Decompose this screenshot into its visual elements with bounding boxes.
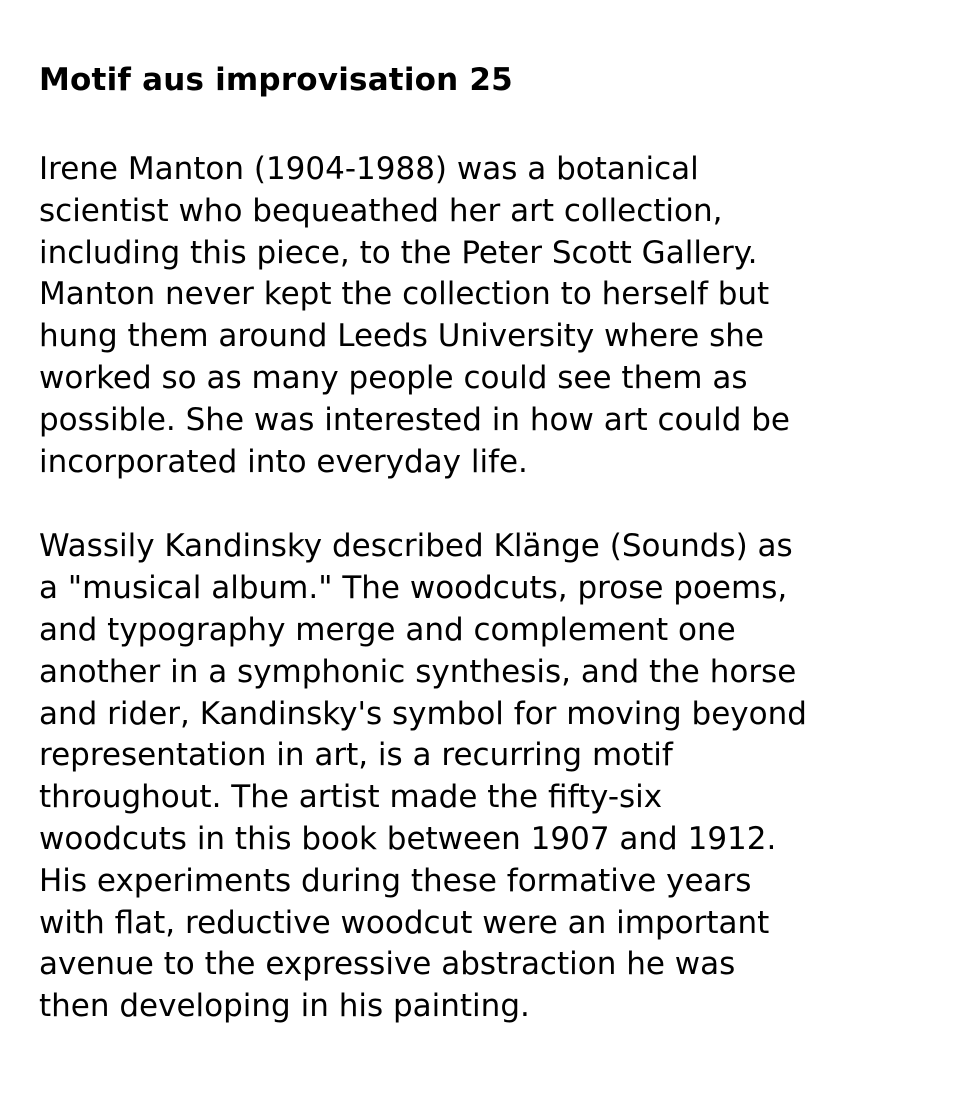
- text-line: hung them around Leeds University where she: [39, 318, 764, 355]
- text-line: representation in art, is a recurring motif: [39, 737, 673, 774]
- text-line: Wassily Kandinsky described Klänge (Sounds) as: [39, 528, 793, 565]
- text-line: a "musical album." The woodcuts, prose poems,: [39, 570, 788, 607]
- document-page: [39, 56, 939, 1028]
- text-line: then developing in his painting.: [39, 988, 530, 1025]
- text-line: including this piece, to the Peter Scott Gallery.: [39, 234, 758, 271]
- text-line: and rider, Kandinsky's symbol for moving beyond: [39, 695, 807, 732]
- text-line: avenue to the expressive abstraction he was: [39, 946, 736, 983]
- text-line: possible. She was interested in how art could be: [39, 401, 791, 438]
- text-line: scientist who bequeathed her art collection,: [39, 192, 723, 229]
- text-line: His experiments during these formative years: [39, 862, 752, 899]
- paragraph-kandinsky: [39, 526, 939, 1028]
- text-line: incorporated into everyday life.: [39, 443, 528, 480]
- text-line: woodcuts in this book between 1907 and 1912.: [39, 820, 777, 857]
- text-line: Irene Manton (1904-1988) was a botanical: [39, 151, 699, 187]
- text-line: throughout. The artist made the fifty-six: [39, 779, 663, 816]
- text-line: and typography merge and complement one: [39, 611, 736, 648]
- text-line: another in a symphonic synthesis, and the horse: [39, 653, 797, 690]
- document-title: Motif aus improvisation 25: [39, 62, 513, 98]
- text-line: worked so as many people could see them as: [39, 359, 748, 396]
- text-line: Manton never kept the collection to herself but: [39, 276, 770, 313]
- paragraph-irene-manton: [39, 149, 939, 483]
- text-line: with flat, reductive woodcut were an important: [39, 904, 770, 941]
